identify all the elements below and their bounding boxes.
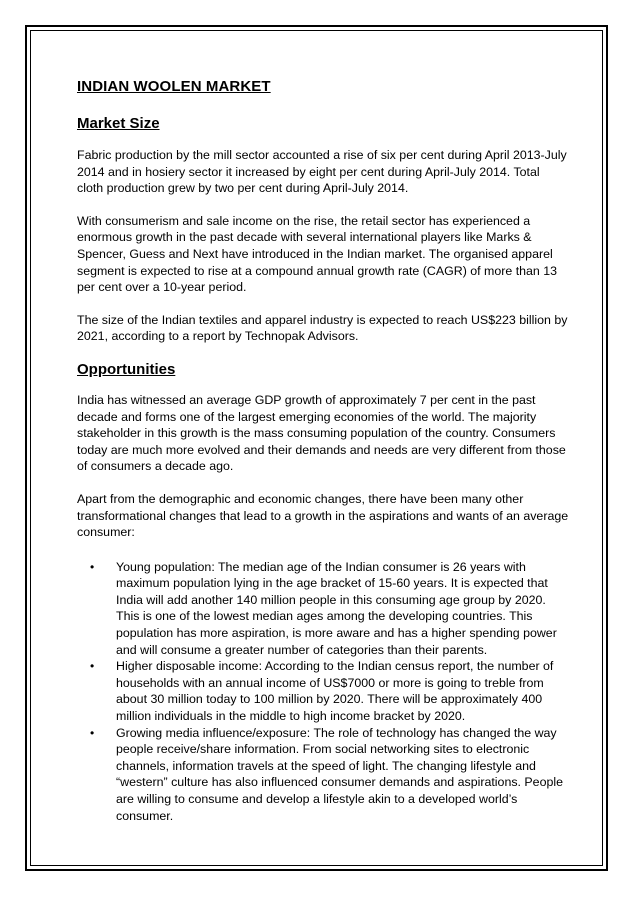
market-size-paragraph-2: With consumerism and sale income on the rise, the retail sector has experienced a enormous growth in the past decade with several international players like Marks & Spencer, Guess and Next have introduced in the Indian market. The organised apparel segment is expected to rise at a compound annual growth rate (CAGR) of more than 13 per cent over a 10-year period. [77,213,558,295]
list-item [77,725,569,825]
market-size-paragraph-3: The size of the Indian textiles and apparel industry is expected to reach US$223 billion by 2021, according to a report by Technopak Advisors. [77,312,568,344]
bullet-icon: • [90,559,95,574]
market-size-heading: Market Size [77,115,160,132]
document-title: INDIAN WOOLEN MARKET [77,78,271,95]
bullet-icon: • [90,725,95,740]
opportunities-bullet-list [77,559,569,825]
opportunities-paragraph-2: Apart from the demographic and economic changes, there have been many other transformational changes that lead to a growth in the aspirations and wants of an average consumer: [77,491,569,540]
bullet-text-disposable-income: Higher disposable income: According to the Indian census report, the number of households with an annual income of US$7000 or more is going to treble from about 30 million today to 100 million by 2020. There will be approximately 400 million individuals in the middle to high income bracket by 2020. [116,659,554,724]
opportunities-heading: Opportunities [77,360,176,378]
bullet-icon: • [90,659,95,674]
list-item [77,658,569,724]
bullet-text-media-influence: Growing media influence/exposure: The role of technology has changed the way people receive/share information. From social networking sites to electronic channels, information travels at the speed of light. The changing lifestyle and “western” culture has also influenced consumer demands and aspirations. People are willing to consume and develop a lifestyle akin to a developed world’s consumer. [116,725,564,823]
market-size-paragraph-1: Fabric production by the mill sector accounted a rise of six per cent during April 2013-July 2014 and in hosiery sector it increased by eight per cent during April-July 2014. Total cloth production grew by two per cent during April-July 2014. [77,148,567,196]
list-item [77,559,569,659]
document-body [77,78,569,824]
bullet-text-young-population: Young population: The median age of the Indian consumer is 26 years with maximum population lying in the age bracket of 15-60 years. It is expected that India will add another 140 million people in this consuming age group by 2020. This is one of the lowest median ages among the developing countries. This population has more aspiration, is more aware and has a higher spending power and will consume a greater number of categories than their parents. [116,559,557,657]
opportunities-paragraph-1: India has witnessed an average GDP growth of approximately 7 per cent in the past decade and forms one of the largest emerging economies of the world. The majority stakeholder in this growth is the mass consuming population of the country. Consumers today are much more evolved and their demands and needs are very different from those of consumers a decade ago. [77,392,566,474]
